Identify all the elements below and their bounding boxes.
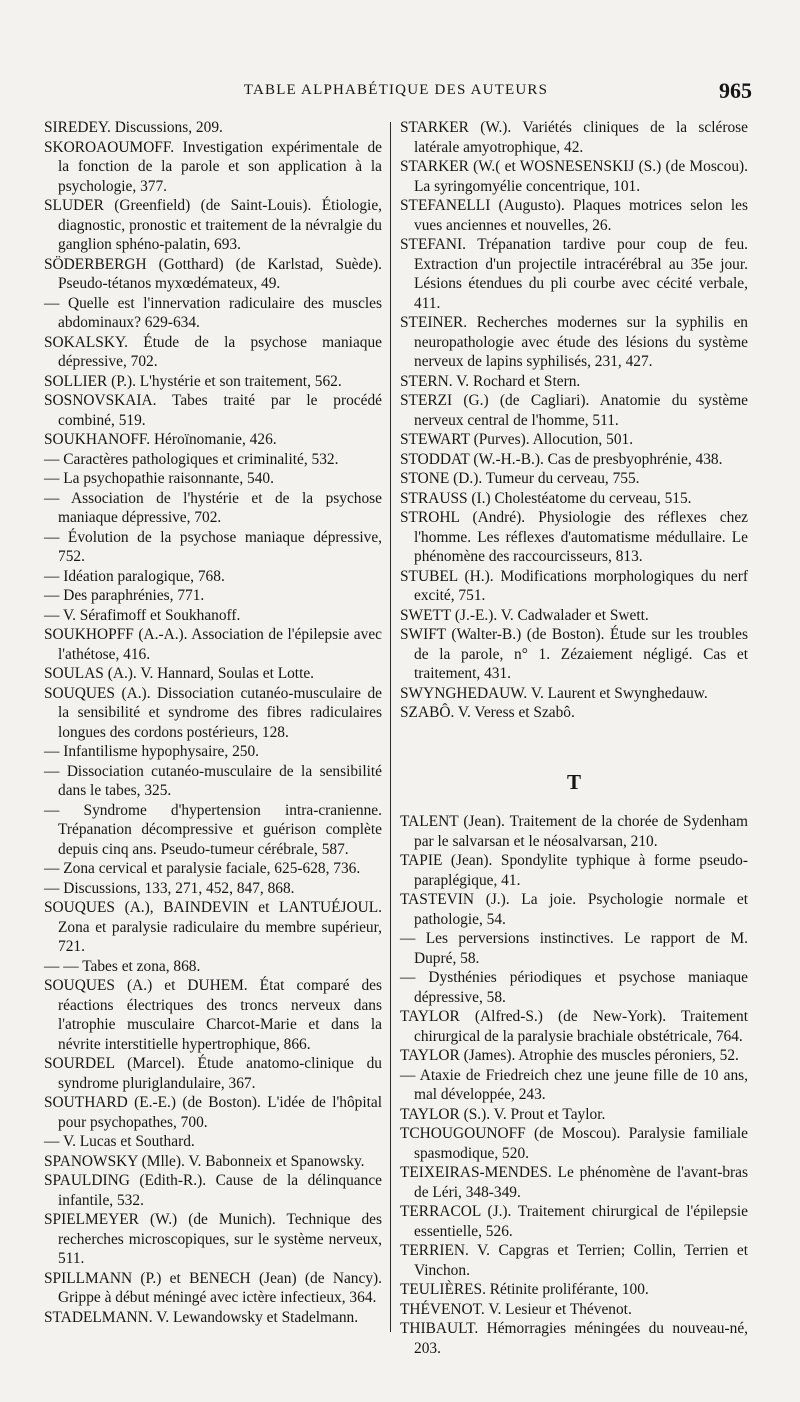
index-entry: SZABÔ. V. Veress et Szabô. <box>400 704 575 721</box>
index-entry: TCHOUGOUNOFF (de Moscou). Paralysie familiale spasmodique, 520. <box>400 1125 748 1162</box>
index-entry: SOUQUES (A.) et DUHEM. État comparé des réactions électriques des troncs nerveux dans l'atrophie musculaire Charcot-Marie et dans la névrite interstitielle hypertrophique, 866. <box>44 977 382 1053</box>
index-entry: SOLLIER (P.). L'hystérie et son traitement, 562. <box>44 372 342 390</box>
index-entry: SOSNOVSKAIA. Tabes traité par le procédé combiné, 519. <box>44 392 382 429</box>
index-entry: TAYLOR (James). Atrophie des muscles péroniers, 52. <box>400 1047 739 1064</box>
index-entry: SOUQUES (A.), BAINDEVIN et LANTUÉJOUL. Zona et paralysie radiculaire du membre supérieur, 721. <box>44 899 382 955</box>
index-entry: STEFANELLI (Augusto). Plaques motrices selon les vues anciennes et nouvelles, 26. <box>400 197 748 234</box>
index-entry: STROHL (André). Physiologie des réflexes chez l'homme. Les réflexes d'automatisme médullaire. Le phénomène des raccourcisseurs, 813. <box>400 509 748 565</box>
index-entry: — Évolution de la psychose maniaque dépressive, 752. <box>44 528 382 565</box>
index-entry: SWYNGHEDAUW. V. Laurent et Swynghedauw. <box>400 684 708 702</box>
index-entry: SPANOWSKY (Mlle). V. Babonneix et Spanowsky. <box>44 1152 365 1170</box>
index-entry: — Caractères pathologiques et criminalité, 532. <box>44 450 339 468</box>
index-entry: SOURDEL (Marcel). Étude anatomo-clinique du syndrome pluriglandulaire, 367. <box>44 1055 382 1092</box>
index-entry: — Zona cervical et paralysie faciale, 625-628, 736. <box>44 860 361 877</box>
index-entry: SOUQUES (A.). Dissociation cutanéo-musculaire de la sensibilité et syndrome des fibres radiculaires longues des cordons postérieurs, 128. <box>44 684 382 741</box>
index-entry: STARKER (W.). Variétés cliniques de la sclérose latérale amyotrophique, 42. <box>400 119 748 156</box>
index-entry: STEFANI. Trépanation tardive pour coup de feu. Extraction d'un projectile intracérébral au 35e jour. Lésions étendues du pli courbe avec cécité verbale, 411. <box>400 236 748 312</box>
index-entry: STUBEL (H.). Modifications morphologiques du nerf excité, 751. <box>400 567 748 604</box>
section-letter-t: T <box>566 769 581 794</box>
index-entry: TERRACOL (J.). Traitement chirurgical de l'épilepsie essentielle, 526. <box>400 1203 748 1240</box>
index-entry: — Dissociation cutanéo-musculaire de la sensibilité dans le tabes, 325. <box>44 762 382 799</box>
column-divider <box>390 122 391 1332</box>
right-column <box>400 118 748 1358</box>
index-entry: TEULIÈRES. Rétinite proliférante, 100. <box>400 1281 649 1298</box>
index-entry: SWETT (J.-E.). V. Cadwalader et Swett. <box>400 606 649 624</box>
index-entry: SOUKHOPFF (A.-A.). Association de l'épilepsie avec l'athétose, 416. <box>44 626 382 663</box>
index-entry: — V. Sérafimoff et Soukhanoff. <box>44 606 241 624</box>
index-entry: STERZI (G.) (de Cagliari). Anatomie du système nerveux central de l'homme, 511. <box>400 392 748 429</box>
index-entry: SPAULDING (Edith-R.). Cause de la délinquance infantile, 532. <box>44 1172 382 1209</box>
index-entry: — La psychopathie raisonnante, 540. <box>44 470 274 487</box>
s-entries-continued <box>400 118 748 723</box>
index-entry: SÖDERBERGH (Gotthard) (de Karlstad, Suède). Pseudo-tétanos myxœdémateux, 49. <box>44 255 382 292</box>
index-entry: STEWART (Purves). Allocution, 501. <box>400 431 634 448</box>
index-entry: — Quelle est l'innervation radiculaire des muscles abdominaux? 629-634. <box>44 294 382 331</box>
t-entries <box>400 812 748 1358</box>
index-entry: SPIELMEYER (W.) (de Munich). Technique des recherches microscopiques, sur le système nerveux, 511. <box>44 1211 382 1267</box>
index-entry: — V. Lucas et Southard. <box>44 1133 195 1150</box>
index-entry: SOKALSKY. Étude de la psychose maniaque dépressive, 702. <box>44 333 382 370</box>
index-entry: THÉVENOT. V. Lesieur et Thévenot. <box>400 1300 632 1318</box>
index-entry: — Ataxie de Friedreich chez une jeune fille de 10 ans, mal développée, 243. <box>400 1066 748 1103</box>
index-entry: THIBAULT. Hémorragies méningées du nouveau-né, 203. <box>400 1320 748 1357</box>
index-entry: SIREDEY. Discussions, 209. <box>44 119 223 136</box>
index-entry: STADELMANN. V. Lewandowsky et Stadelmann. <box>44 1308 359 1326</box>
running-title: TABLE ALPHABÉTIQUE DES AUTEURS <box>243 82 549 98</box>
index-entry: STONE (D.). Tumeur du cerveau, 755. <box>400 470 640 487</box>
index-entry: — Association de l'hystérie et de la psychose maniaque dépressive, 702. <box>44 489 382 526</box>
index-entry: — Idéation paralogique, 768. <box>44 567 225 585</box>
index-entry: TAYLOR (Alfred-S.) (de New-York). Traitement chirurgical de la paralysie brachiale obstétricale, 764. <box>400 1008 748 1045</box>
left-column <box>44 118 382 1327</box>
index-entry: STERN. V. Rochard et Stern. <box>400 372 581 390</box>
index-entry: SWIFT (Walter-B.) (de Boston). Étude sur les troubles de la parole, n° 1. Zézaiement négligé. Cas et traitement, 431. <box>400 626 748 682</box>
index-entry: SKOROAOUMOFF. Investigation expérimentale de la fonction de la parole et son application à la psychologie, 377. <box>44 138 382 195</box>
index-entry: — — Tabes et zona, 868. <box>44 957 201 975</box>
index-entry: SOULAS (A.). V. Hannard, Soulas et Lotte. <box>44 665 315 682</box>
index-entry: — Dysthénies périodiques et psychose maniaque dépressive, 58. <box>400 969 748 1006</box>
index-entry: TALENT (Jean). Traitement de la chorée de Sydenham par le salvarsan et le néosalvarsan, 210. <box>400 813 748 850</box>
index-entry: STEINER. Recherches modernes sur la syphilis en neuropathologie avec étude des lésions du système nerveux de lapins syphilisés, 231, 427. <box>400 314 748 370</box>
index-entry: SOUTHARD (E.-E.) (de Boston). L'idée de l'hôpital pour psychopathes, 700. <box>44 1094 382 1131</box>
index-entry: — Infantilisme hypophysaire, 250. <box>44 743 260 760</box>
index-entry: SLUDER (Greenfield) (de Saint-Louis). Étiologie, diagnostic, pronostic et traitement de la névralgie du ganglion sphéno-palatin, 693. <box>44 197 382 253</box>
index-entry: SPILLMANN (P.) et BENECH (Jean) (de Nancy). Grippe à début méningé avec ictère infectieux, 364. <box>44 1269 382 1306</box>
index-entry: STODDAT (W.-H.-B.). Cas de presbyophrénie, 438. <box>400 450 723 468</box>
index-entry: TAYLOR (S.). V. Prout et Taylor. <box>400 1105 606 1123</box>
page-number: 965 <box>719 78 752 103</box>
index-entry: — Discussions, 133, 271, 452, 847, 868. <box>44 879 295 897</box>
page-header <box>40 78 752 108</box>
index-entry: TERRIEN. V. Capgras et Terrien; Collin, Terrien et Vinchon. <box>400 1242 748 1279</box>
index-entry: STARKER (W.( et WOSNESENSKIJ (S.) (de Moscou). La syringomyélie concentrique, 101. <box>400 158 748 195</box>
index-entry: — Des paraphrénies, 771. <box>44 587 205 604</box>
index-entry: TEIXEIRAS-MENDES. Le phénomène de l'avant-bras de Léri, 348-349. <box>400 1164 748 1201</box>
index-entry: STRAUSS (I.) Cholestéatome du cerveau, 515. <box>400 489 692 507</box>
index-entry: SOUKHANOFF. Héroïnomanie, 426. <box>44 431 277 448</box>
index-entry: — Les perversions instinctives. Le rapport de M. Dupré, 58. <box>400 930 748 967</box>
index-entry: — Syndrome d'hypertension intra-cranienne. Trépanation décompressive et guérison complète depuis cinq ans. Pseudo-tumeur cérébrale, 587. <box>44 801 382 858</box>
index-entry: TASTEVIN (J.). La joie. Psychologie normale et pathologie, 54. <box>400 891 748 928</box>
index-entry: TAPIE (Jean). Spondylite typhique à forme pseudo-paraplégique, 41. <box>400 852 748 889</box>
